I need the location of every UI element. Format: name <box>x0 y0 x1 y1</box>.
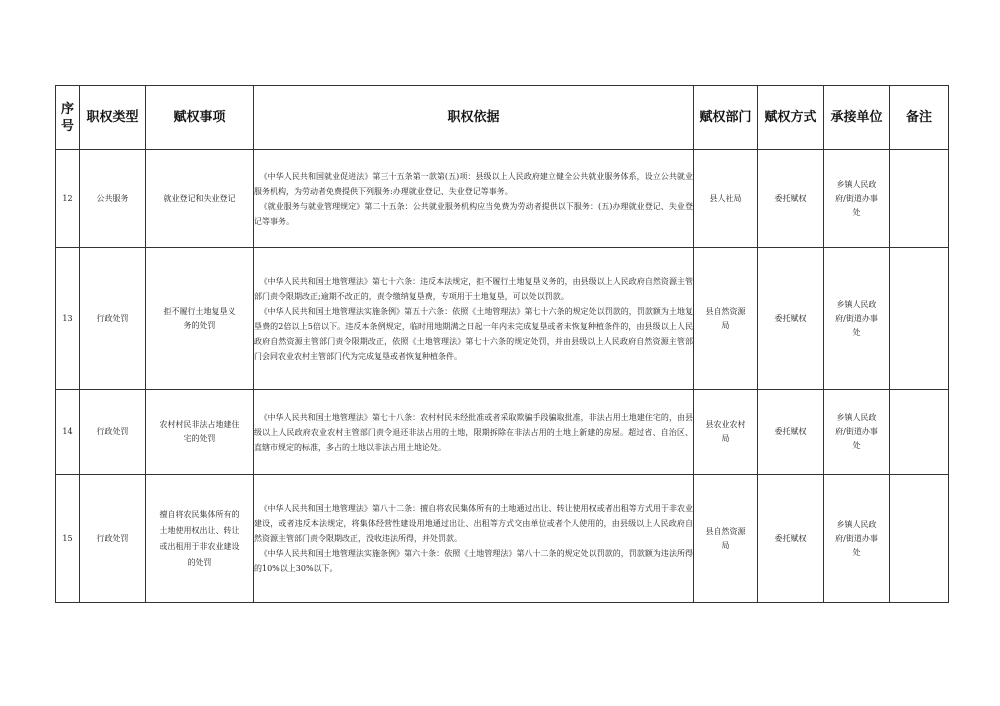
cell-type: 行政处罚 <box>80 390 146 475</box>
header-unit: 承接单位 <box>824 86 890 150</box>
cell-unit: 乡镇人民政府/街道办事处 <box>824 248 890 390</box>
header-seq <box>56 86 80 150</box>
cell-dept: 县自然资源局 <box>694 475 758 603</box>
cell-item: 擅自将农民集体所有的土地使用权出让、转让或出租用于非农业建设的处罚 <box>146 475 254 603</box>
cell-note <box>890 248 949 390</box>
cell-method: 委托赋权 <box>758 390 824 475</box>
basis-paragraph: 《中华人民共和国土地管理法》第七十八条：农村村民未经批准或者采取欺骗手段骗取批准，非法占用土地建住宅的，由县级以上人民政府农业农村主管部门责令退还非法占用的土地，限期拆除在非法占用的土地上新建的房屋。超过省、自治区、直辖市规定的标准，多占的土地以非法占用土地论处。 <box>254 412 693 452</box>
cell-item: 拒不履行土地复垦义务的处罚 <box>146 248 254 390</box>
cell-basis <box>254 390 694 475</box>
basis-paragraph: 《中华人民共和国土地管理法》第七十六条：违反本法规定，拒不履行土地复垦义务的，由县级以上人民政府自然资源主管部门责令限期改正;逾期不改正的，责令缴纳复垦费，专项用于土地复垦，可以处以罚款。 <box>254 276 693 301</box>
header-method: 赋权方式 <box>758 86 824 150</box>
table-row <box>56 150 949 248</box>
table-row <box>56 248 949 390</box>
cell-type: 行政处罚 <box>80 475 146 603</box>
header-note: 备注 <box>890 86 949 150</box>
cell-note <box>890 150 949 248</box>
cell-dept: 县农业农村局 <box>694 390 758 475</box>
cell-unit: 乡镇人民政府/街道办事处 <box>824 475 890 603</box>
cell-basis <box>254 248 694 390</box>
basis-paragraph: 《中华人民共和国土地管理法实施条例》第五十六条：依照《土地管理法》第七十六条的规定处以罚款的，罚款额为土地复垦费的2倍以上5倍以下。违反本条例规定，临时用地期满之日起一年内未完成复垦或者未恢复种植条件的，由县级以上人民政府自然资源主管部门责令限期改正，依照《土地管理法》第七十六条的规定处罚，并由县级以上人民政府自然资源主管部门会同农业农村主管部门代为完成复垦或者恢复种植条件。 <box>254 306 693 361</box>
header-type: 职权类型 <box>80 86 146 150</box>
cell-method: 委托赋权 <box>758 475 824 603</box>
cell-note <box>890 475 949 603</box>
cell-dept: 县自然资源局 <box>694 248 758 390</box>
header-dept: 赋权部门 <box>694 86 758 150</box>
header-seq-line2: 号 <box>60 118 74 134</box>
table-row <box>56 475 949 603</box>
cell-basis <box>254 150 694 248</box>
cell-item: 农村村民非法占地建住宅的处罚 <box>146 390 254 475</box>
cell-method: 委托赋权 <box>758 248 824 390</box>
cell-unit: 乡镇人民政府/街道办事处 <box>824 150 890 248</box>
basis-paragraph: 《中华人民共和国土地管理法实施条例》第六十条：依照《土地管理法》第八十二条的规定处以罚款的，罚款额为违法所得的10%以上30%以下。 <box>254 549 693 573</box>
authority-table <box>55 85 949 603</box>
table-row <box>56 390 949 475</box>
cell-seq: 13 <box>56 248 80 390</box>
header-row <box>56 86 949 150</box>
cell-method: 委托赋权 <box>758 150 824 248</box>
cell-seq: 15 <box>56 475 80 603</box>
cell-dept: 县人社局 <box>694 150 758 248</box>
basis-paragraph: 《就业服务与就业管理规定》第二十五条：公共就业服务机构应当免费为劳动者提供以下服务：(五)办理就业登记、失业登记等事务。 <box>254 201 693 226</box>
basis-paragraph: 《中华人民共和国土地管理法》第八十二条：擅自将农民集体所有的土地通过出让、转让使用权或者出租等方式用于非农业建设，或者违反本法规定，将集体经营性建设用地通过出让、出租等方式交由单位或者个人使用的，由县级以上人民政府自然资源主管部门责令限期改正，没收违法所得，并处罚款。 <box>254 504 693 543</box>
cell-seq: 14 <box>56 390 80 475</box>
cell-unit: 乡镇人民政府/街道办事处 <box>824 390 890 475</box>
cell-seq: 12 <box>56 150 80 248</box>
cell-basis <box>254 475 694 603</box>
cell-item: 就业登记和失业登记 <box>146 150 254 248</box>
cell-type: 行政处罚 <box>80 248 146 390</box>
header-seq-line1: 序 <box>60 101 74 117</box>
cell-type: 公共服务 <box>80 150 146 248</box>
cell-note <box>890 390 949 475</box>
header-basis: 职权依据 <box>254 86 694 150</box>
header-item: 赋权事项 <box>146 86 254 150</box>
basis-paragraph: 《中华人民共和国就业促进法》第三十五条第一款第(五)项：县级以上人民政府建立健全公共就业服务体系，设立公共就业服务机构，为劳动者免费提供下列服务:办理就业登记、失业登记等事务。 <box>254 171 693 196</box>
